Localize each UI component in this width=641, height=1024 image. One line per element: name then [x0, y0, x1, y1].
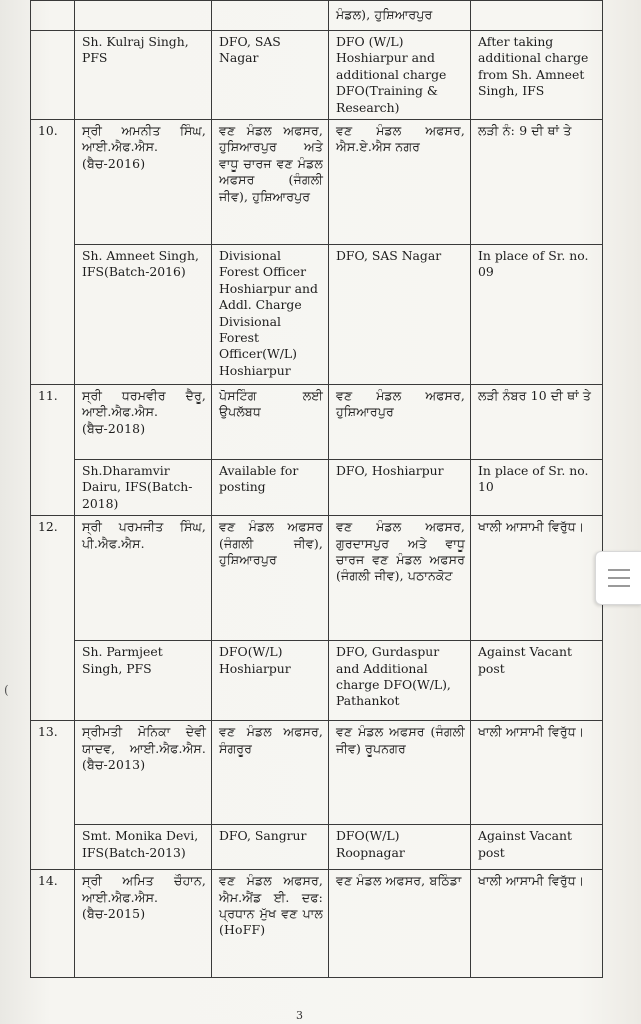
- page-number: 3: [296, 1009, 303, 1022]
- name-cell: [75, 1, 212, 31]
- remarks-cell-punjabi: ਲੜੀ ਨੰਬਰ 10 ਦੀ ਥਾਂ ਤੇ: [471, 385, 603, 460]
- menu-line-icon: [608, 577, 630, 579]
- table-row: [31, 870, 603, 978]
- remarks-cell-punjabi: ਖਾਲੀ ਆਸਾਮੀ ਵਿਰੁੱਧ।: [471, 516, 603, 641]
- present-posting-cell-punjabi: ਵਣ ਮੰਡਲ ਅਫਸਰ, ਸੰਗਰੂਰ: [212, 721, 329, 825]
- table-row: [31, 721, 603, 825]
- serial-number-cell: [31, 31, 75, 120]
- table-row: [31, 31, 603, 120]
- present-posting-cell-punjabi: ਪੋਸਟਿੰਗ ਲਈ ਉਪਲੱਬਧ: [212, 385, 329, 460]
- table-row: [31, 385, 603, 460]
- posted-to-cell-punjabi: ਵਣ ਮੰਡਲ ਅਫਸਰ, ਹੁਸ਼ਿਆਰਪੁਰ: [329, 385, 471, 460]
- name-cell: Smt. Monika Devi, IFS(Batch-2013): [75, 825, 212, 870]
- posted-to-cell: DFO, Hoshiarpur: [329, 460, 471, 516]
- present-posting-cell: Available for posting: [212, 460, 329, 516]
- table-row: [31, 460, 603, 516]
- posted-to-cell: ਮੰਡਲ), ਹੁਸ਼ਿਆਰਪੁਰ: [329, 1, 471, 31]
- table-row: [31, 245, 603, 385]
- table-row: [31, 641, 603, 721]
- remarks-cell: In place of Sr. no. 10: [471, 460, 603, 516]
- menu-line-icon: [608, 585, 630, 587]
- remarks-cell-punjabi: ਲੜੀ ਨੰ: 9 ਦੀ ਥਾਂ ਤੇ: [471, 120, 603, 245]
- name-cell-punjabi: ਸ੍ਰੀ ਪਰਮਜੀਤ ਸਿੰਘ, ਪੀ.ਐਫ.ਐਸ.: [75, 516, 212, 641]
- name-cell-punjabi: ਸ੍ਰੀ ਅਮਿਤ ਚੌਹਾਨ, ਆਈ.ਐਫ.ਐਸ.(ਬੈਚ-2015): [75, 870, 212, 978]
- present-posting-cell: DFO, SAS Nagar: [212, 31, 329, 120]
- serial-number-cell: 10.: [31, 120, 75, 385]
- posted-to-cell-punjabi: ਵਣ ਮੰਡਲ ਅਫਸਰ (ਜੰਗਲੀ ਜੀਵ) ਰੂਪਨਗਰ: [329, 721, 471, 825]
- present-posting-cell-punjabi: ਵਣ ਮੰਡਲ ਅਫਸਰ, ਹੁਸ਼ਿਆਰਪੁਰ ਅਤੇ ਵਾਧੂ ਚਾਰਜ ਵਣ ਮੰਡਲ ਅਫਸਰ (ਜੰਗਲੀ ਜੀਵ), ਹੁਸ਼ਿਆਰਪੁਰ: [212, 120, 329, 245]
- name-cell: Sh. Amneet Singh, IFS(Batch-2016): [75, 245, 212, 385]
- remarks-cell: After taking additional charge from Sh. Amneet Singh, IFS: [471, 31, 603, 120]
- posted-to-cell-punjabi: ਵਣ ਮੰਡਲ ਅਫਸਰ, ਗੁਰਦਾਸਪੁਰ ਅਤੇ ਵਾਧੂ ਚਾਰਜ ਵਣ ਮੰਡਲ ਅਫਸਰ (ਜੰਗਲੀ ਜੀਵ), ਪਠਾਨਕੋਟ: [329, 516, 471, 641]
- posted-to-cell: DFO(W/L) Roopnagar: [329, 825, 471, 870]
- name-cell-punjabi: ਸ੍ਰੀ ਧਰਮਵੀਰ ਦੈਰੂ, ਆਈ.ਐਫ.ਐਸ.(ਬੈਚ-2018): [75, 385, 212, 460]
- serial-number-cell: 12.: [31, 516, 75, 721]
- table-row: [31, 120, 603, 245]
- menu-handle-button[interactable]: [595, 551, 641, 605]
- remarks-cell: Against Vacant post: [471, 641, 603, 721]
- remarks-cell-punjabi: ਖਾਲੀ ਆਸਾਮੀ ਵਿਰੁੱਧ।: [471, 870, 603, 978]
- serial-number-cell: [31, 1, 75, 31]
- present-posting-cell-punjabi: ਵਣ ਮੰਡਲ ਅਫਸਰ, ਐਮ.ਐਂਡ ਈ. ਦਫ: ਪ੍ਰਧਾਨ ਮੁੱਖ ਵਣ ਪਾਲ (HoFF): [212, 870, 329, 978]
- margin-mark: (: [4, 683, 9, 697]
- name-cell-punjabi: ਸ੍ਰੀਮਤੀ ਮੋਨਿਕਾ ਦੇਵੀ ਯਾਦਵ, ਆਈ.ਐਫ.ਐਸ.(ਬੈਚ-2013): [75, 721, 212, 825]
- remarks-cell-punjabi: ਖਾਲੀ ਆਸਾਮੀ ਵਿਰੁੱਧ।: [471, 721, 603, 825]
- posted-to-cell: DFO (W/L) Hoshiarpur and additional charge DFO(Training & Research): [329, 31, 471, 120]
- present-posting-cell-punjabi: ਵਣ ਮੰਡਲ ਅਫਸਰ (ਜੰਗਲੀ ਜੀਵ), ਹੁਸ਼ਿਆਰਪੁਰ: [212, 516, 329, 641]
- name-cell: Sh. Kulraj Singh, PFS: [75, 31, 212, 120]
- serial-number-cell: 13.: [31, 721, 75, 870]
- posted-to-cell: DFO, SAS Nagar: [329, 245, 471, 385]
- present-posting-cell: [212, 1, 329, 31]
- name-cell: Sh.Dharamvir Dairu, IFS(Batch-2018): [75, 460, 212, 516]
- transfer-table: [30, 0, 603, 978]
- menu-line-icon: [608, 569, 630, 571]
- posted-to-cell-punjabi: ਵਣ ਮੰਡਲ ਅਫਸਰ, ਐਸ.ਏ.ਐਸ ਨਗਰ: [329, 120, 471, 245]
- remarks-cell: Against Vacant post: [471, 825, 603, 870]
- posted-to-cell: DFO, Gurdaspur and Additional charge DFO(W/L), Pathankot: [329, 641, 471, 721]
- serial-number-cell: 14.: [31, 870, 75, 978]
- remarks-cell: [471, 1, 603, 31]
- posted-to-cell-punjabi: ਵਣ ਮੰਡਲ ਅਫਸਰ, ਬਠਿੰਡਾ: [329, 870, 471, 978]
- serial-number-cell: 11.: [31, 385, 75, 516]
- present-posting-cell: Divisional Forest Officer Hoshiarpur and Addl. Charge Divisional Forest Officer(W/L) Hoshiarpur: [212, 245, 329, 385]
- table-row: [31, 516, 603, 641]
- name-cell: Sh. Parmjeet Singh, PFS: [75, 641, 212, 721]
- present-posting-cell: DFO(W/L) Hoshiarpur: [212, 641, 329, 721]
- present-posting-cell: DFO, Sangrur: [212, 825, 329, 870]
- table-row: [31, 1, 603, 31]
- remarks-cell: In place of Sr. no. 09: [471, 245, 603, 385]
- name-cell-punjabi: ਸ੍ਰੀ ਅਮਨੀਤ ਸਿੰਘ, ਆਈ.ਐਫ.ਐਸ.(ਬੈਚ-2016): [75, 120, 212, 245]
- table-row: [31, 825, 603, 870]
